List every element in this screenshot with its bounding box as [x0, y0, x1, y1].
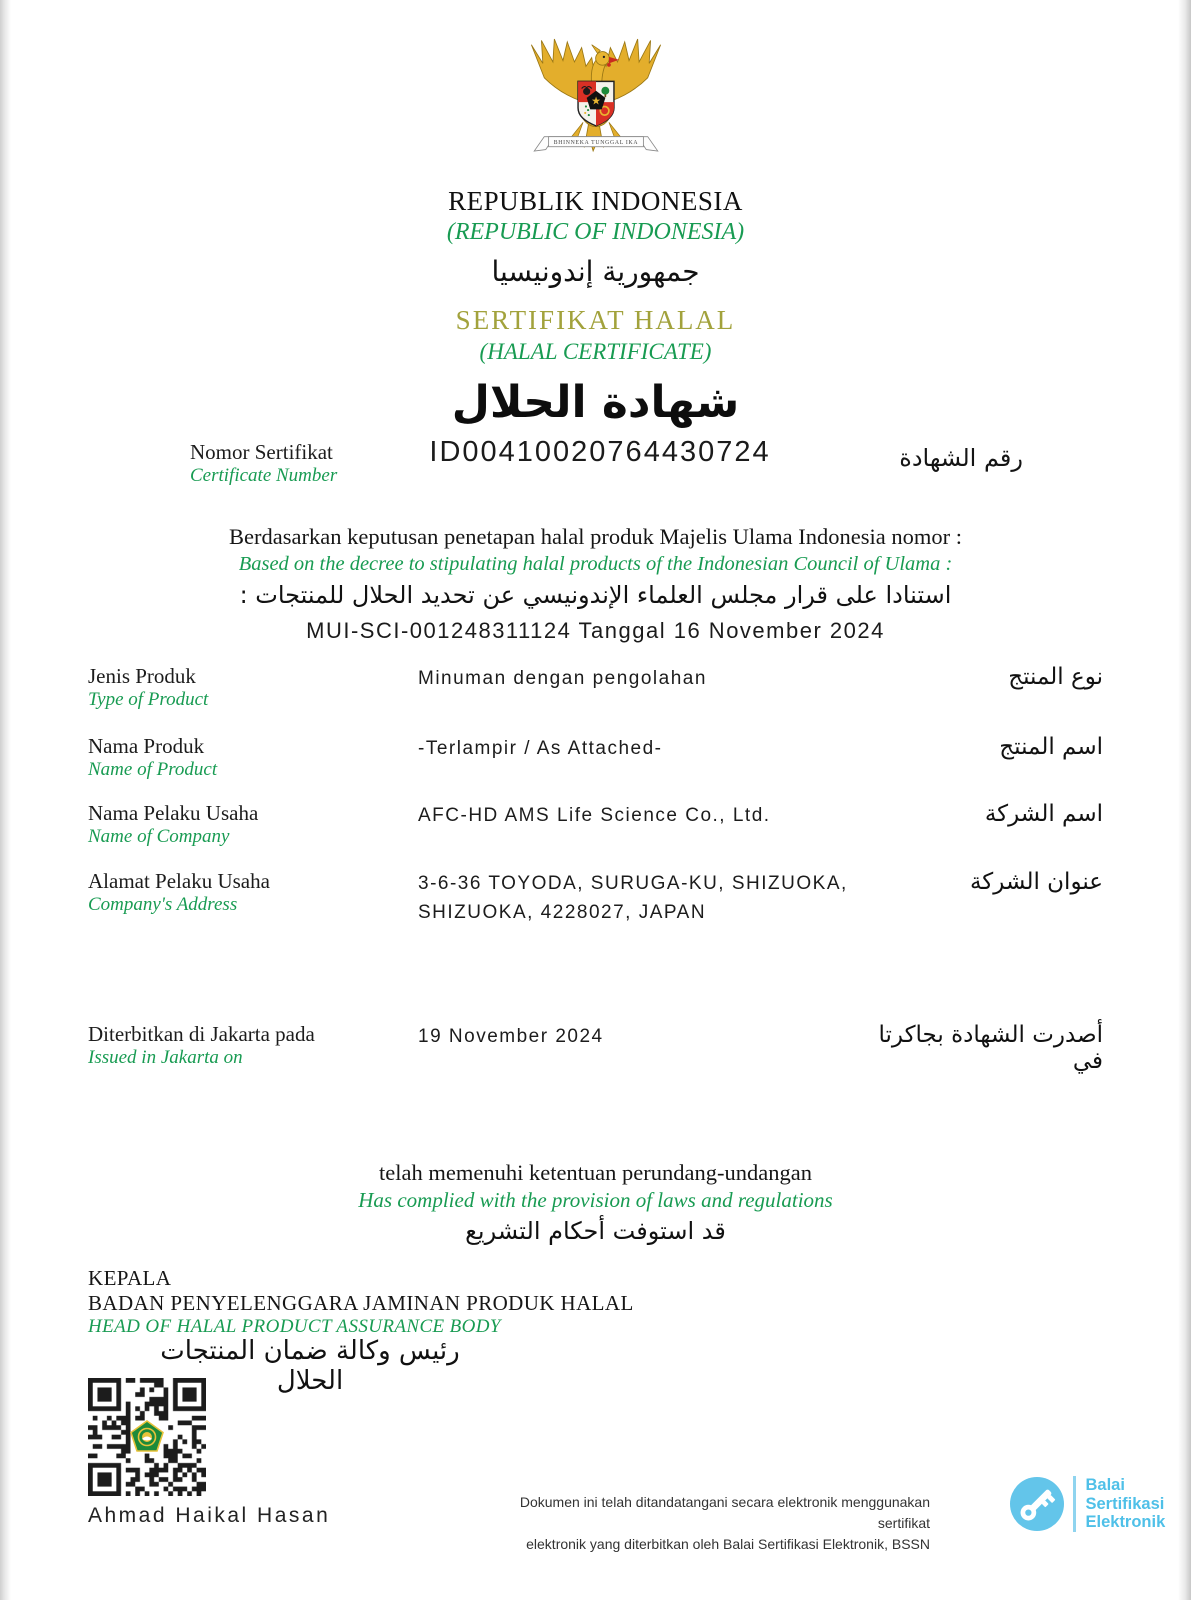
field-label-id: Jenis Produk [88, 664, 196, 688]
compliance-line-ar: قد استوفت أحكام التشريع [465, 1217, 726, 1245]
field-label-en: Name of Product [88, 759, 218, 780]
signatory-title-block [88, 1266, 788, 1338]
signatory-title-line1: KEPALA [88, 1266, 172, 1290]
field-label-ar: اسم الشركة [984, 801, 1103, 827]
issued-label-id: Diterbitkan di Jakarta pada [88, 1022, 315, 1046]
bse-text-line1: Balai [1085, 1475, 1125, 1494]
compliance-line-en: Has complied with the provision of laws and regulations [358, 1188, 833, 1212]
bse-logo-divider [1073, 1476, 1076, 1532]
certificate-title-ar: شهادة الحلال [451, 377, 740, 428]
field-value: AFC-HD AMS Life Science Co., Ltd. [418, 805, 771, 826]
field-label-ar: عنوان الشركة [969, 869, 1103, 895]
decree-line-ar: استنادا على قرار مجلس العلماء الإندونيسي عن تحديد الحلال للمنتجات : [239, 581, 952, 609]
certificate-title-id: SERTIFIKAT HALAL [455, 305, 736, 335]
compliance-statement [0, 1160, 1191, 1245]
field-value: Minuman dengan pengolahan [418, 668, 707, 689]
ministry-of-religion-logo [129, 1419, 165, 1455]
note-line1: Dokumen ini telah ditandatangani secara elektronik menggunakan sertifikat [519, 1494, 930, 1531]
electronic-signature-note [510, 1492, 930, 1555]
signatory-name: Ahmad Haikal Hasan [88, 1504, 331, 1527]
certificate-number-label-id: Nomor Sertifikat [190, 440, 333, 464]
bse-logo-text [1086, 1476, 1166, 1532]
field-label-id: Nama Pelaku Usaha [88, 801, 259, 825]
certificate-number-label-en: Certificate Number [190, 465, 338, 486]
signatory-title-line2: BADAN PENYELENGGARA JAMINAN PRODUK HALAL [88, 1290, 634, 1315]
decree-number-line: MUI-SCI-001248311124 Tanggal 16 November 2024 [306, 618, 885, 643]
bse-key-icon [1010, 1477, 1064, 1531]
country-title-en: (REPUBLIC OF INDONESIA) [446, 219, 745, 245]
bse-text-line2: Sertifikasi [1085, 1494, 1165, 1513]
decree-line-en: Based on the decree to stipulating halal products of the Indonesian Council of Ulama : [238, 553, 953, 575]
certificate-header [0, 186, 1191, 428]
signatory-title-en: HEAD OF HALAL PRODUCT ASSURANCE BODY [88, 1315, 501, 1337]
certificate-number-value: ID00410020764430724 [429, 436, 771, 468]
country-title-id: REPUBLIK INDONESIA [448, 186, 743, 216]
signature-qr-code [88, 1378, 206, 1496]
field-label-id: Nama Produk [88, 734, 205, 758]
pancasila-star: ★ [590, 95, 601, 108]
compliance-line-id: telah memenuhi ketentuan perundang-undangan [379, 1160, 812, 1185]
certificate-title-en: (HALAL CERTIFICATE) [479, 339, 712, 364]
field-label-en: Company's Address [88, 894, 238, 915]
country-title-ar: جمهورية إندونيسيا [491, 255, 700, 288]
bse-text-line3: Elektronik [1085, 1513, 1166, 1532]
field-label-en: Type of Product [88, 689, 209, 710]
balai-sertifikasi-elektronik-logo [1010, 1473, 1170, 1535]
garuda-pancasila-emblem [517, 20, 675, 170]
issued-label-ar: أصدرت الشهادة بجاكرتا في [878, 1022, 1103, 1074]
field-label-ar: اسم المنتج [999, 734, 1103, 760]
note-line2: elektronik yang diterbitkan oleh Balai Sertifikasi Elektronik, BSSN [526, 1536, 930, 1552]
issued-date-value: 19 November 2024 [418, 1026, 604, 1047]
field-value: 3-6-36 TOYODA, SURUGA-KU, SHIZUOKA, SHIZUOKA, 4228027, JAPAN [418, 873, 848, 924]
issued-label-en: Issued in Jakarta on [88, 1047, 243, 1068]
field-label-en: Name of Company [88, 826, 230, 847]
field-label-ar: نوع المنتج [1008, 664, 1103, 690]
decree-statement [0, 524, 1191, 644]
field-label-id: Alamat Pelaku Usaha [88, 869, 270, 893]
certificate-number-label [190, 440, 337, 487]
garuda-emblem-graphic [517, 20, 675, 170]
signatory-title-ar: رئيس وكالة ضمان المنتجات الحلال [160, 1336, 460, 1396]
emblem-motto: BHINNEKA TUNGGAL IKA [553, 140, 638, 147]
decree-line-id: Berdasarkan keputusan penetapan halal produk Majelis Ulama Indonesia nomor : [229, 524, 962, 549]
field-value: -Terlampir / As Attached- [418, 738, 663, 759]
certificate-number-label-ar: رقم الشهادة [899, 444, 1023, 472]
